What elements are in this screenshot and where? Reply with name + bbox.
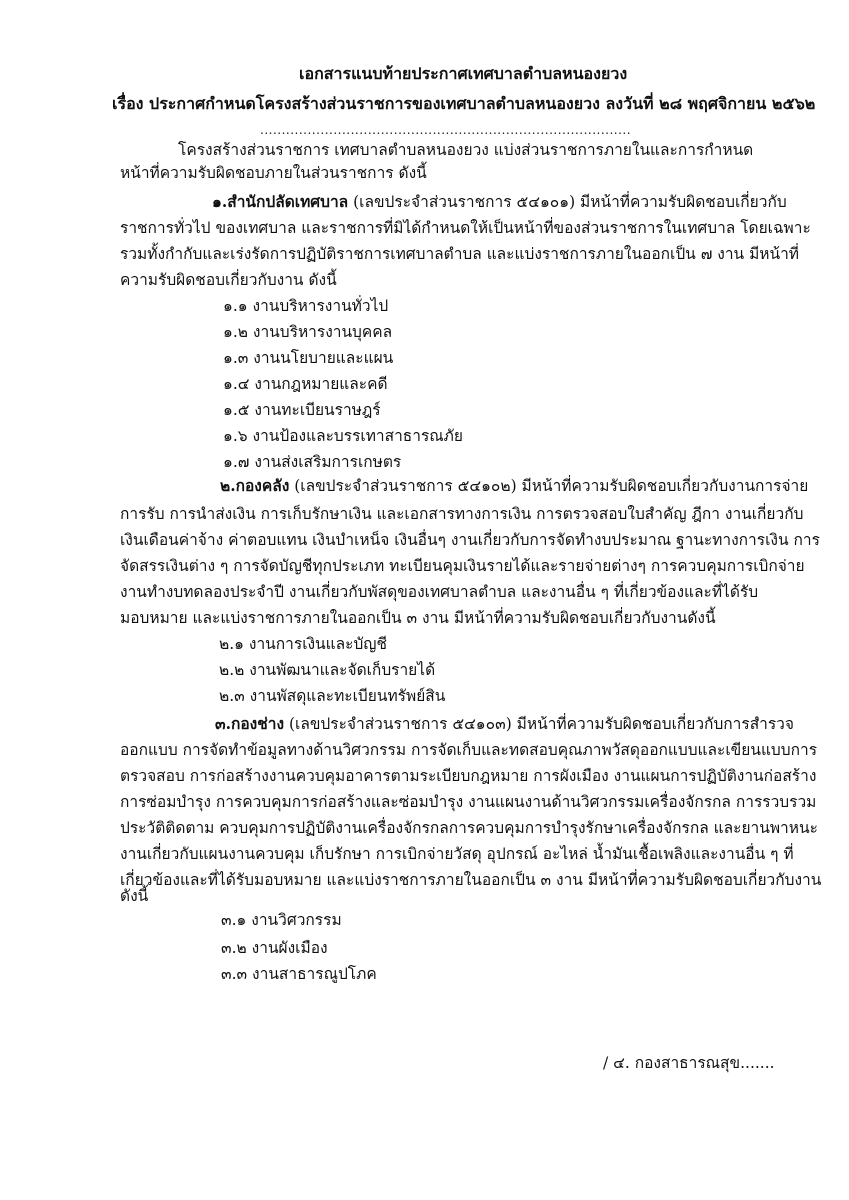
section-3-item: ๓.๒ งานผังเมือง — [221, 939, 328, 957]
section-3-heading-rest: (เลขประจำส่วนราชการ ๕๔๑๐๓) มีหน้าที่ความรับผิดชอบเกี่ยวกับการสำรวจ — [284, 715, 794, 733]
section-1-item: ๑.๕ งานทะเบียนราษฎร์ — [223, 401, 381, 419]
section-1-line: รวมทั้งกำกับและเร่งรัดการปฏิบัติราชการเทศบาลตำบล และแบ่งราชการภายในออกเป็น ๗ งาน มีหน้าที่ — [120, 245, 800, 263]
section-2-line: งานทำงบทดลองประจำปี งานเกี่ยวกับพัสดุของเทศบาลตำบล และงานอื่น ๆ ที่เกี่ยวข้องและที่ได้รับ — [120, 583, 759, 601]
section-2-heading-rest: (เลขประจำส่วนราชการ ๕๔๑๐๒) มีหน้าที่ความรับผิดชอบเกี่ยวกับงานการจ่าย — [289, 477, 809, 495]
intro-line-1: โครงสร้างส่วนราชการ เทศบาลตำบลหนองยวง แบ่งส่วนราชการภายในและการกำหนด — [178, 141, 754, 159]
section-3-line: ดังนี้ — [120, 887, 149, 905]
section-1-item: ๑.๔ งานกฎหมายและคดี — [223, 375, 388, 393]
section-1-heading: ๑.สำนักปลัดเทศบาล — [212, 192, 349, 211]
section-2-item: ๒.๒ งานพัฒนาและจัดเก็บรายได้ — [219, 661, 436, 679]
section-2-line: เงินเดือนค่าจ้าง ค่าตอบแทน เงินบำเหน็จ เงินอื่นๆ งานเกี่ยวกับการจัดทำงบประมาณ ฐานะทางการเงิน การ — [120, 531, 820, 549]
section-2-line: มอบหมาย และแบ่งราชการภายในออกเป็น ๓ งาน มีหน้าที่ความรับผิดชอบเกี่ยวกับงานดังนี้ — [120, 609, 716, 627]
section-1-item: ๑.๓ งานนโยบายและแผน — [223, 349, 394, 367]
document-title: เอกสารแนบท้ายประกาศเทศบาลตำบลหนองยวง — [299, 64, 628, 83]
section-2-line: จัดสรรเงินต่าง ๆ การจัดบัญชีทุกประเภท ทะเบียนคุมเงินรายได้และรายจ่ายต่างๆ การควบคุมการเบิกจ่าย — [120, 557, 805, 575]
section-2-item: ๒.๓ งานพัสดุและทะเบียนทรัพย์สิน — [219, 687, 446, 705]
section-3-line: การซ่อมบำรุง การควบคุมการก่อสร้างและซ่อมบำรุง งานแผนงานด้านวิศวกรรมเครื่องจักรกล การรวบรวม — [120, 793, 817, 811]
section-3-item: ๓.๓ งานสาธารณูปโภค — [221, 965, 377, 983]
section-1-line: ราชการทั่วไป ของเทศบาล และราชการที่มิได้กำหนดให้เป็นหน้าที่ของส่วนราชการในเทศบาล โดยเฉพาะ — [120, 219, 811, 237]
section-3-line: งานเกี่ยวกับแผนงานควบคุม เก็บรักษา การเบิกจ่ายวัสดุ อุปกรณ์ อะไหล่ น้ำมันเชื้อเพลิงและงานอื่น ๆ ที่ — [120, 845, 794, 863]
section-1-heading-rest: (เลขประจำส่วนราชการ ๕๔๑๐๑) มีหน้าที่ความรับผิดชอบเกี่ยวกับ — [348, 193, 787, 211]
section-3-heading: ๓.กองช่าง — [215, 714, 285, 733]
section-1-heading-line — [212, 192, 787, 212]
section-2-item: ๒.๑ งานการเงินและบัญชี — [219, 635, 388, 653]
section-2-heading-line — [220, 476, 808, 496]
section-3-line: ตรวจสอบ การก่อสร้างงานควบคุมอาคารตามระเบียบกฎหมาย การผังเมือง งานแผนการปฏิบัติงานก่อสร้าง — [120, 767, 817, 785]
section-3-line: เกี่ยวข้องและที่ได้รับมอบหมาย และแบ่งราชการภายในออกเป็น ๓ งาน มีหน้าที่ความรับผิดชอบเกี่ยวกับงาน — [120, 871, 822, 889]
section-2-heading: ๒.กองคลัง — [220, 476, 290, 495]
intro-line-2: หน้าที่ความรับผิดชอบภายในส่วนราชการ ดังนี้ — [120, 164, 427, 182]
section-1-item: ๑.๗ งานส่งเสริมการเกษตร — [223, 453, 402, 471]
section-3-line: ประวัติติดตาม ควบคุมการปฏิบัติงานเครื่องจักรกลการควบคุมการบำรุงรักษาเครื่องจักรกล และยานพาหนะ — [120, 819, 818, 837]
document-subject: เรื่อง ประกาศกำหนดโครงสร้างส่วนราชการของเทศบาลตำบลหนองยวง ลงวันที่ ๒๘ พฤศจิกายน ๒๕๖๒ — [112, 94, 816, 113]
section-1-item: ๑.๒ งานบริหารงานบุคคล — [223, 323, 393, 341]
section-1-item: ๑.๖ งานป้องและบรรเทาสาธารณภัย — [223, 427, 463, 445]
section-1-line: ความรับผิดชอบเกี่ยวกับงาน ดังนี้ — [120, 271, 337, 289]
separator-line: ...................................................................................... — [260, 123, 632, 137]
section-1-item: ๑.๑ งานบริหารงานทั่วไป — [223, 297, 389, 315]
section-3-line: ออกแบบ การจัดทำข้อมูลทางด้านวิศวกรรม การจัดเก็บและทดสอบคุณภาพวัสดุออกแบบและเขียนแบบการ — [120, 741, 818, 759]
section-3-item: ๓.๑ งานวิศวกรรม — [221, 911, 342, 929]
continuation-note: / ๔. กองสาธารณสุข....... — [603, 1054, 775, 1072]
section-2-line: การรับ การนำส่งเงิน การเก็บรักษาเงิน และเอกสารทางการเงิน การตรวจสอบใบสำคัญ ฎีกา งานเกี่ยวกับ — [120, 505, 804, 523]
section-3-heading-line — [215, 714, 794, 734]
